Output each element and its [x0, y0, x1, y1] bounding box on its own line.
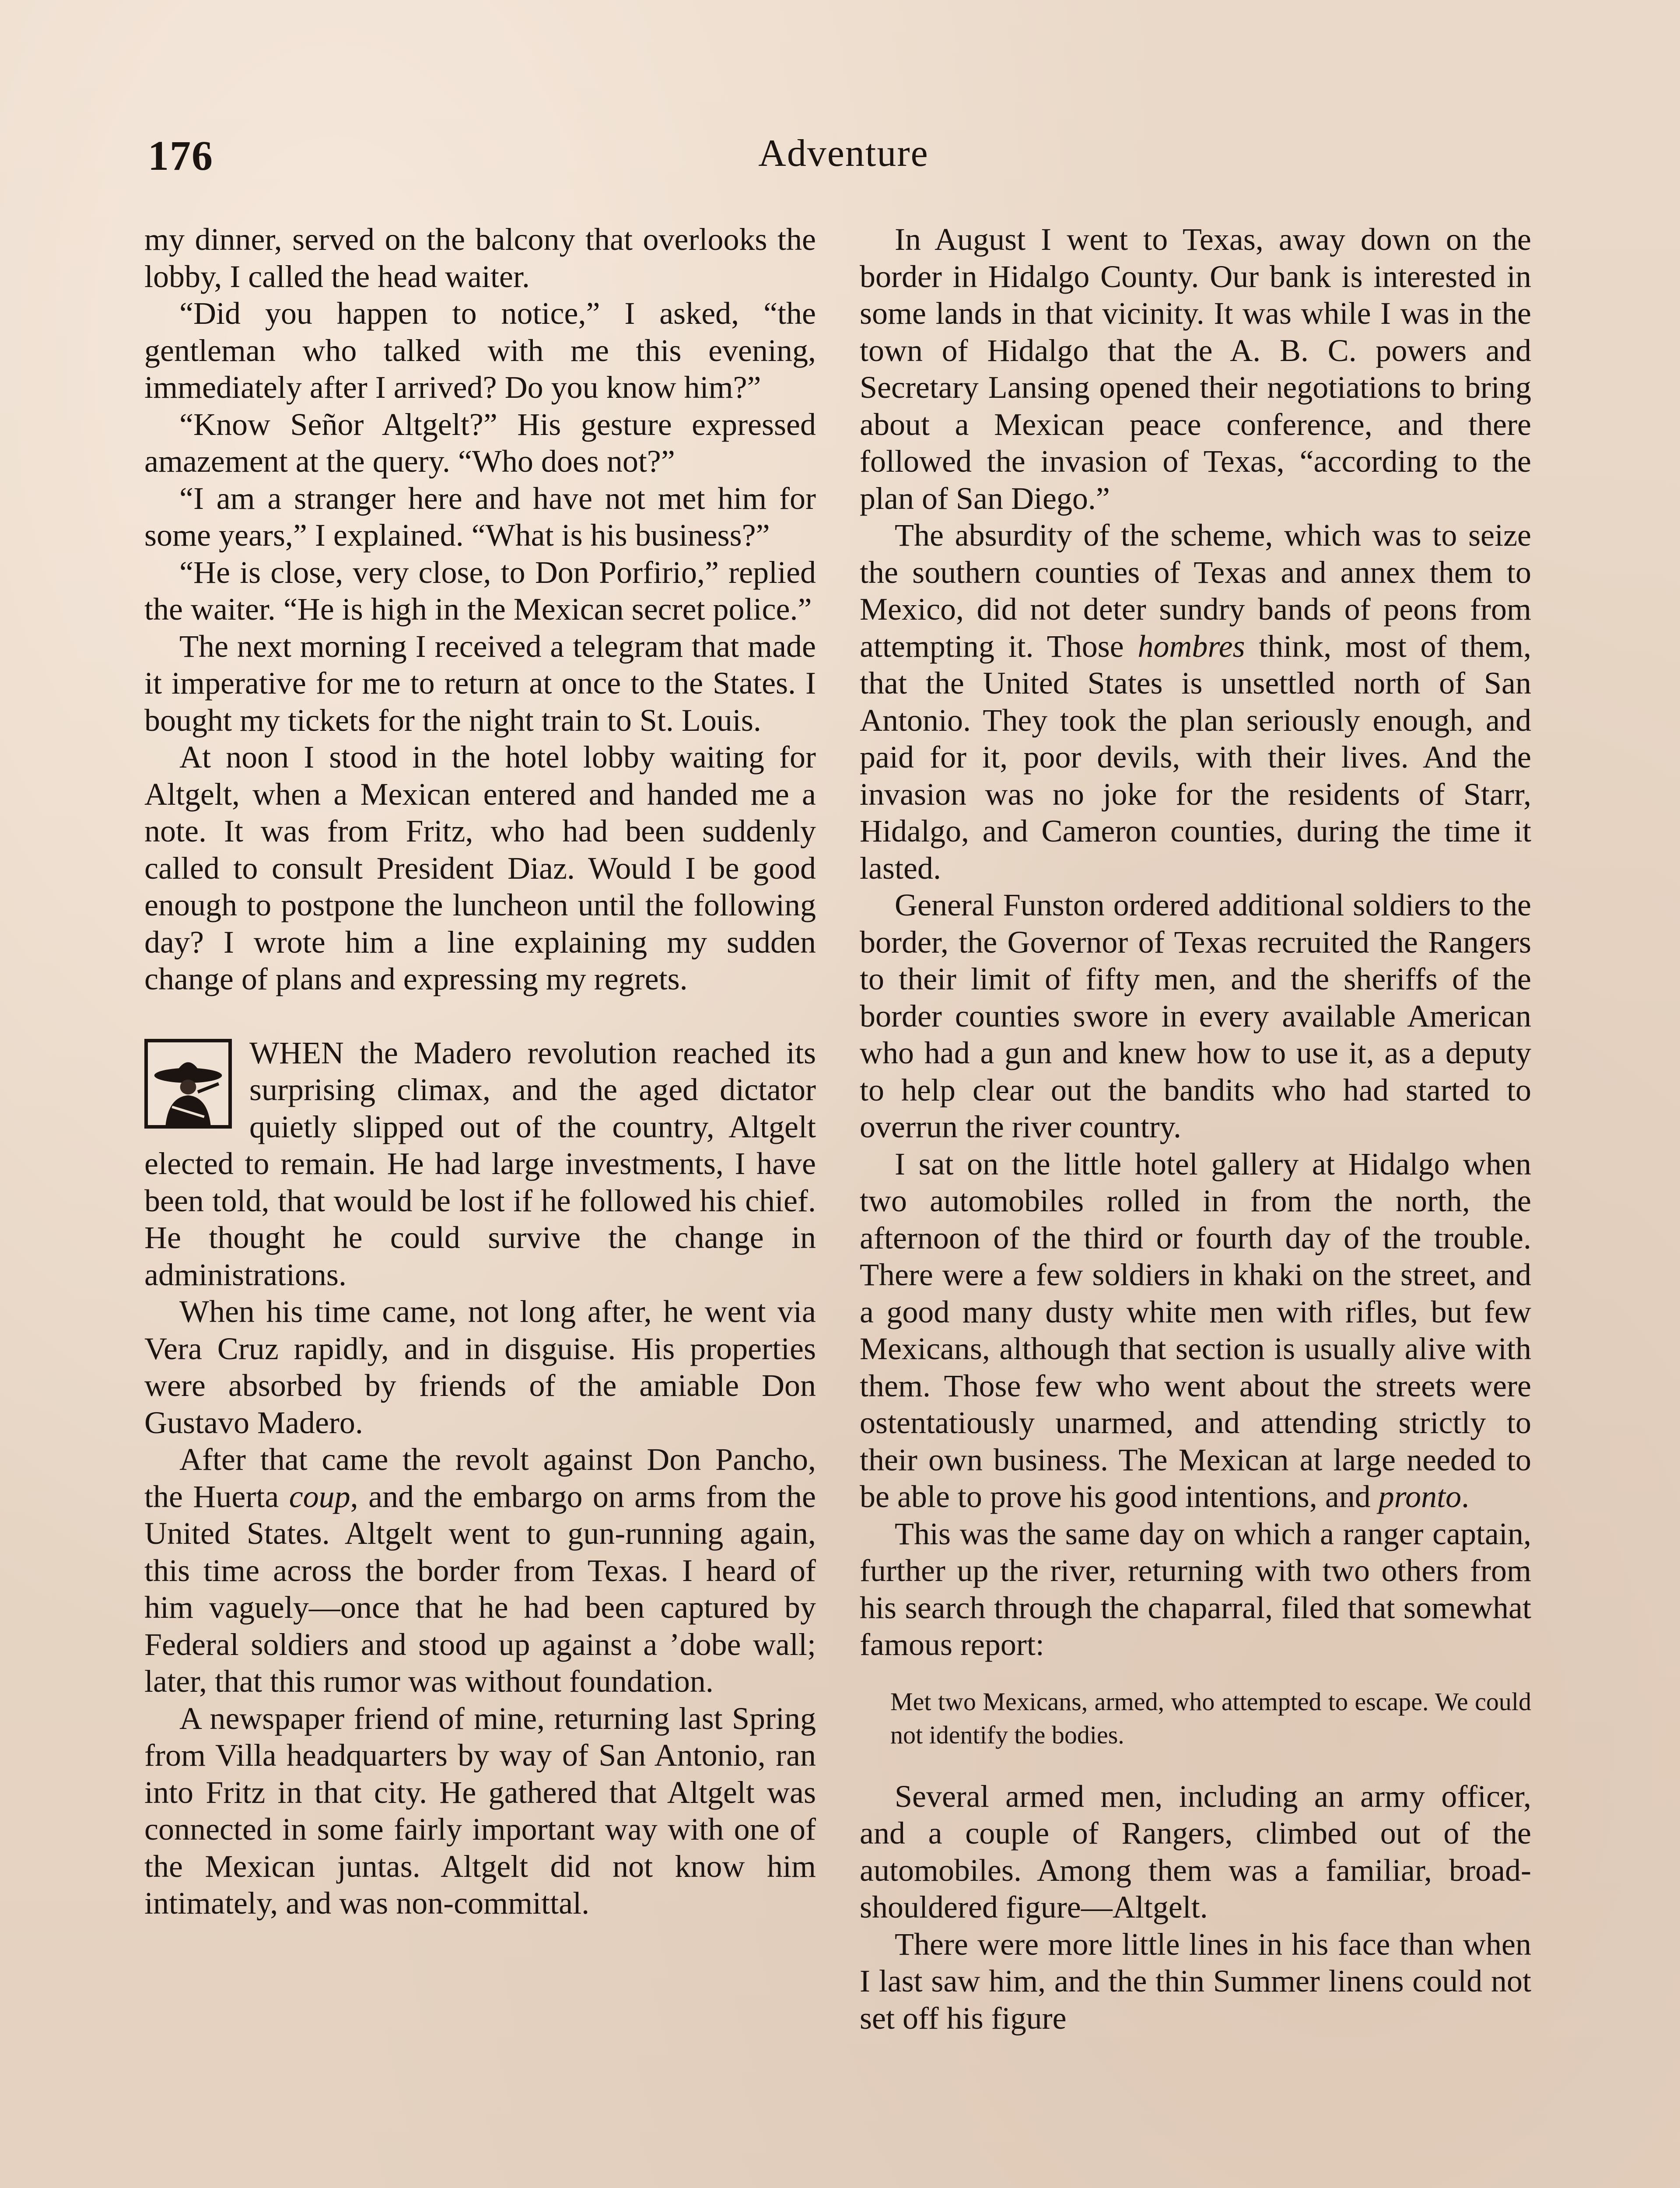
paragraph: my dinner, served on the balcony that overlooks the lobby, I called the head waiter. [144, 222, 816, 294]
paragraph: A newspaper friend of mine, returning last Spring from Villa headquarters by way of San Antonio, ran into Fritz in that city. He gathered that Altgelt was connected in some fairly important way with one of the Mexican juntas. Altgelt did not know him intimately, and was non-committal. [144, 1701, 816, 1921]
paragraph [144, 1441, 816, 1700]
paragraph: In August I went to Texas, away down on the border in Hidalgo County. Our bank is interested in some lands in that vicinity. It was while I was in the town of Hidalgo that the A. B. C. powers and Secretary Lansing opened their negotiations to bring about a Mexican peace conference, and there followed the invasion of Texas, “according to the plan of San Diego.” [860, 222, 1531, 516]
paragraph: “Know Señor Altgelt?” His gesture expressed amazement at the query. “Who does not?” [144, 407, 816, 479]
paragraph: When his time came, not long after, he went via Vera Cruz rapidly, and in disguise. His properties were absorbed by friends of the amiable Don Gustavo Madero. [144, 1294, 816, 1440]
paragraph: “I am a stranger here and have not met him for some years,” I explained. “What is his business?” [144, 480, 816, 553]
right-column [860, 221, 1531, 2037]
italic-text: pronto [1378, 1479, 1462, 1514]
paragraph: This was the same day on which a ranger captain, further up the river, returning with two others from his search through the chaparral, filed that somewhat famous report: [860, 1516, 1531, 1662]
text-run: , and the embargo on arms from the United States. Altgelt went to gun-running again, this time across the border from Texas. I heard of him vaguely—once that he had been captured by Federal soldiers and stood up against a ’dobe wall; later, that this rumor was without foundation. [144, 1479, 816, 1699]
page-header [148, 131, 1539, 184]
text-run: . [1461, 1479, 1470, 1514]
section-break [144, 998, 816, 1034]
paragraph: “He is close, very close, to Don Porfirio,” replied the waiter. “He is high in the Mexican secret police.” [144, 554, 816, 627]
paragraph: There were more little lines in his face than when I last saw him, and the thin Summer linens could not set off his figure [860, 1926, 1531, 2036]
page-number: 176 [148, 132, 214, 179]
section-opening-text: WHEN the Madero revolution reached its surprising climax, and the aged dictator quietly slipped out of the country, Altgelt elected to remain. He had large investments, I have been told, that would be lost if he followed his chief. He thought he could survive the change in administrations. [144, 1035, 816, 1292]
text-run: The absurdity of the scheme, which was to seize the southern counties of Texas and annex them to Mexico, did not deter sundry bands of peons from attempting it. Those [860, 518, 1531, 664]
paragraph: General Funston ordered additional soldiers to the border, the Governor of Texas recruited the Rangers to their limit of fifty men, and the sheriffs of the border counties swore in every available American who had a gun and knew how to use it, as a deputy to help clear out the bandits who had started to overrun the river country. [860, 887, 1531, 1144]
text-run: I sat on the little hotel gallery at Hidalgo when two automobiles rolled in from the north, the afternoon of the third or fourth day of the trouble. There were a few soldiers in khaki on the street, and a good many dusty white men with rifles, but few Mexicans, although that section is usually alive with them. Those few who went about the streets were ostentatiously unarmed, and attending strictly to their own business. The Mexican at large needed to be able to prove his good intentions, and [860, 1146, 1531, 1514]
sombrero-figure-icon [144, 1039, 232, 1129]
paragraph: Several armed men, including an army officer, and a couple of Rangers, climbed out of the automobiles. Among them was a familiar, broad-shouldered figure—Altgelt. [860, 1778, 1531, 1925]
block-quote: Met two Mexicans, armed, who attempted to escape. We could not identify the bodies. [890, 1687, 1531, 1749]
italic-text: hombres [1138, 628, 1245, 664]
italic-text: coup [289, 1479, 350, 1514]
paragraph [860, 1146, 1531, 1515]
section-opening-paragraph [144, 1034, 816, 1294]
left-column [144, 221, 816, 1922]
paragraph [860, 517, 1531, 887]
paragraph: The next morning I received a telegram that made it imperative for me to return at once to the States. I bought my tickets for the night train to St. Louis. [144, 628, 816, 738]
paragraph: At noon I stood in the hotel lobby waiting for Altgelt, when a Mexican entered and handed me a note. It was from Fritz, who had been suddenly called to consult President Diaz. Would I be good enough to postpone the luncheon until the following day? I wrote him a line explaining my sudden change of plans and expressing my regrets. [144, 740, 816, 996]
text-run: After that came the revolt against Don Pancho, the Huerta [144, 1442, 816, 1514]
paragraph: “Did you happen to notice,” I asked, “the gentleman who talked with me this evening, immediately after I arrived? Do you know him?” [144, 296, 816, 405]
running-title: Adventure [758, 132, 929, 175]
text-run: think, most of them, that the United States is unsettled north of San Antonio. They took the plan seriously enough, and paid for it, poor devils, with their lives. And the invasion was no joke for the residents of Starr, Hidalgo, and Cameron counties, during the time it lasted. [860, 628, 1531, 886]
